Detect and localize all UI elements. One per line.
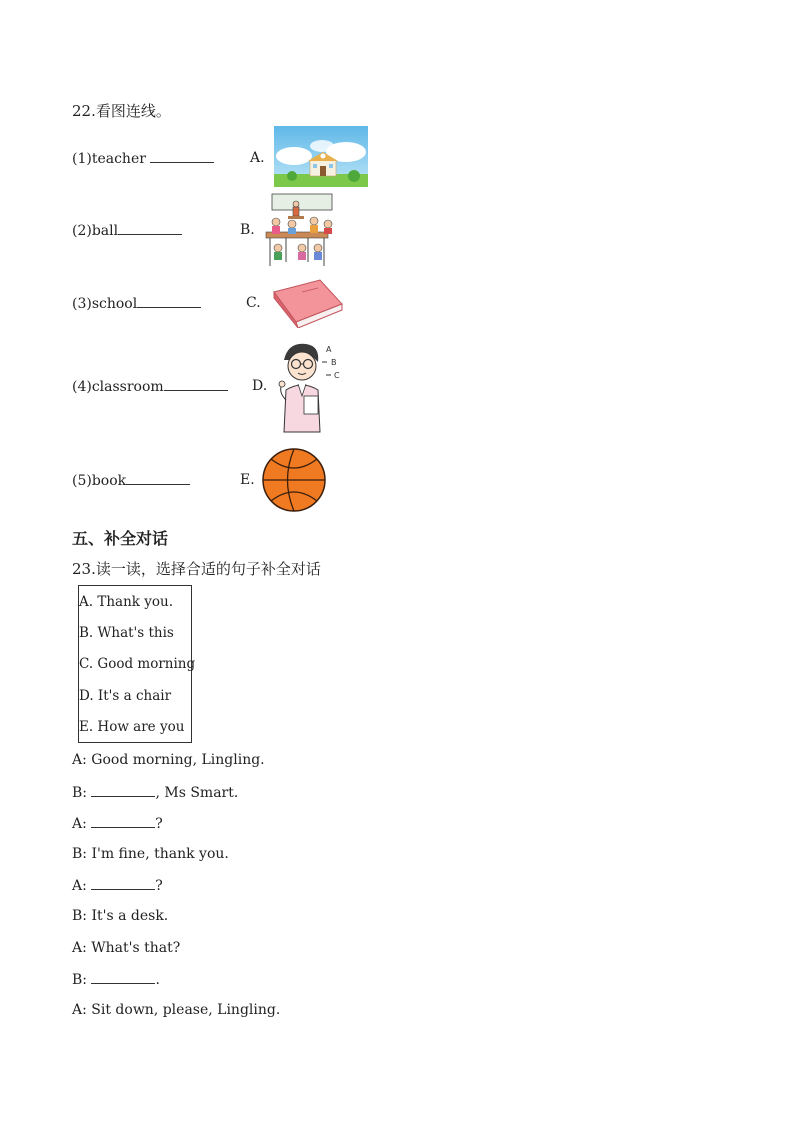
option-d: D. It's a chair [79,688,172,704]
dialogue-line [72,1002,280,1018]
svg-text:B: B [331,358,337,367]
match-item-book [72,472,190,489]
match-letter-c: C. [246,295,261,311]
dialogue-line [72,971,160,988]
match-letter-a: A. [250,150,265,166]
section-5-title: 五、补全对话 [72,529,169,548]
school-picture-icon [274,126,368,187]
match-letter-b: B. [240,222,255,238]
dialogue-text: B: I'm fine, thank you. [72,846,229,862]
dialogue-text: ? [155,878,163,894]
dialogue-text: , Ms Smart. [155,785,239,801]
dialogue-text: A: [72,816,92,832]
dialogue-line [72,940,180,956]
dialogue-line [72,752,265,768]
dialogue-text: A: Good morning, Lingling. [72,752,265,768]
dialogue-line [72,877,163,894]
answer-blank[interactable] [91,971,155,984]
match-label: (1)teacher [72,151,151,167]
dialogue-text: A: Sit down, please, Lingling. [72,1002,281,1018]
question-22-title: 22.看图连线。 [72,102,171,120]
answer-blank[interactable] [137,295,201,308]
dialogue-text: A: What's that? [72,940,181,956]
match-label: (3)school [72,296,138,312]
question-23-title: 23.读一读，选择合适的句子补全对话 [72,560,321,578]
dialogue-line [72,815,163,832]
classroom-picture-icon [262,192,337,267]
option-c: C. Good morning [79,656,196,672]
option-a: A. Thank you. [79,594,173,610]
match-item-classroom [72,378,228,395]
dialogue-text: B: [72,785,92,801]
ball-picture-icon [261,447,327,513]
answer-blank[interactable] [118,222,182,235]
dialogue-text: A: [72,878,92,894]
match-letter-e: E. [240,472,255,488]
match-letter-d: D. [252,378,268,394]
dialogue-text: B: It's a desk. [72,908,169,924]
match-label: (2)ball [72,223,119,239]
teacher-picture-icon [274,340,342,434]
option-b: B. What's this [79,625,174,641]
dialogue-line [72,908,168,924]
match-item-teacher [72,150,214,167]
answer-blank[interactable] [150,150,214,163]
dialogue-line [72,846,229,862]
match-label: (4)classroom [72,379,164,395]
answer-blank[interactable] [126,472,190,485]
match-item-ball [72,222,182,239]
dialogue-text: B: [72,972,92,988]
svg-text:C: C [334,371,340,380]
options-box [78,585,196,743]
match-item-school [72,295,201,312]
dialogue-line [72,784,238,801]
svg-text:A: A [326,345,332,354]
dialogue-text: . [155,972,160,988]
option-e: E. How are you [79,719,185,735]
answer-blank[interactable] [91,815,155,828]
dialogue-text: ? [155,816,163,832]
book-picture-icon [268,278,344,328]
answer-blank[interactable] [91,784,155,797]
answer-blank[interactable] [164,378,228,391]
match-label: (5)book [72,473,127,489]
answer-blank[interactable] [91,877,155,890]
